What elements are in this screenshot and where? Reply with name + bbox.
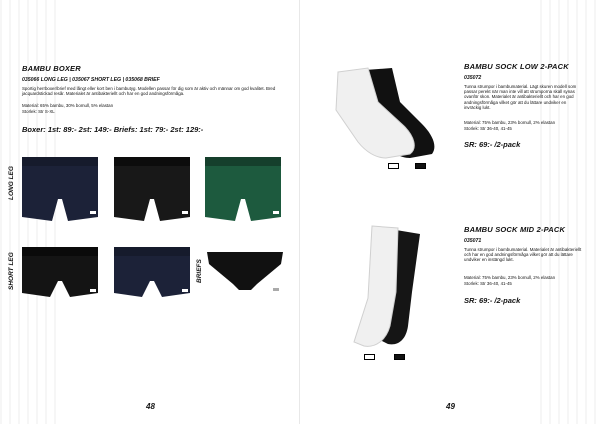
boxer-price-line: Boxer: 1st: 89:- 2st: 149:- Briefs: 1st: 79:- 2st: 129:- [22, 125, 204, 134]
sock-low-material: Material: 75% bambu, 23% bomull, 2% elastan [464, 120, 556, 125]
label-briefs: BRIEFS [196, 259, 203, 283]
sock-mid-image [320, 222, 450, 352]
page-number-left: 48 [146, 402, 155, 411]
sock-low-title: BAMBU SOCK LOW 2-PACK [464, 62, 569, 71]
boxer-material: Material: 65% bambu, 30% bomull, 5% elastan [22, 103, 114, 108]
sock-mid-material: Material: 75% bambu, 23% bomull, 2% elastan [464, 275, 556, 280]
boxer-short-leg-black-image [20, 245, 100, 300]
swatch-black-mid [394, 354, 405, 360]
sock-mid-sizes: Storlek: Str 36-40, 41-45 [464, 281, 512, 286]
sock-low-sizes: Storlek: Str 36-40, 41-45 [464, 126, 512, 131]
label-long-leg: LONG LEG [8, 166, 15, 200]
swatch-white-mid [364, 354, 375, 360]
boxer-title: BAMBU BOXER [22, 64, 81, 73]
sock-mid-price: SR: 69:- /2-pack [464, 296, 521, 305]
sock-low-description: Tunna strumpor i bambumaterial. Lägt skuren modell som passar perekt när man inte vill att strumporna skall synas ovanför skon. Materialet är antibakteriellt och har en god andningsförmåga vilket gör att du lättare undviker en invräckig lukt. [464, 84, 577, 110]
page-number-right: 49 [446, 402, 455, 411]
boxer-sizes: Storlek: Str S-XL [22, 109, 55, 114]
swatch-white-low [388, 163, 399, 169]
boxer-long-leg-green-image [203, 155, 283, 225]
swatch-black-low [415, 163, 426, 169]
sock-mid-description: Tunna strumpor i bambumaterial. Materialet är antibakteriellt och har en god andningsförmåga vilket gör att du lättare undviker en instängd lukt. [464, 247, 582, 263]
sock-low-article: 035072 [464, 75, 482, 81]
boxer-description: Sportig herrboxer/brief med långt eller kort ben i bambutyg. Modellen passar för dig som är aktiv och männar om god kvalitet. Bred jacquardstickad resår. Materialet är antibakteriellt och har en god andningsförmåga. [22, 86, 276, 97]
label-short-leg: SHORT LEG [8, 252, 15, 290]
sock-low-image [320, 62, 450, 162]
sock-mid-title: BAMBU SOCK MID 2-PACK [464, 225, 566, 234]
brief-black-image [205, 248, 285, 298]
boxer-long-leg-navy-image [20, 155, 100, 225]
sock-low-price: SR: 69:- /2-pack [464, 140, 521, 149]
boxer-long-leg-black-image [112, 155, 192, 225]
sock-mid-article: 035071 [464, 238, 482, 244]
boxer-article-line: 035066 LONG LEG | 035067 SHORT LEG | 035068 BRIEF [22, 77, 160, 83]
right-page [300, 0, 600, 424]
boxer-short-leg-navy-image [112, 245, 192, 300]
